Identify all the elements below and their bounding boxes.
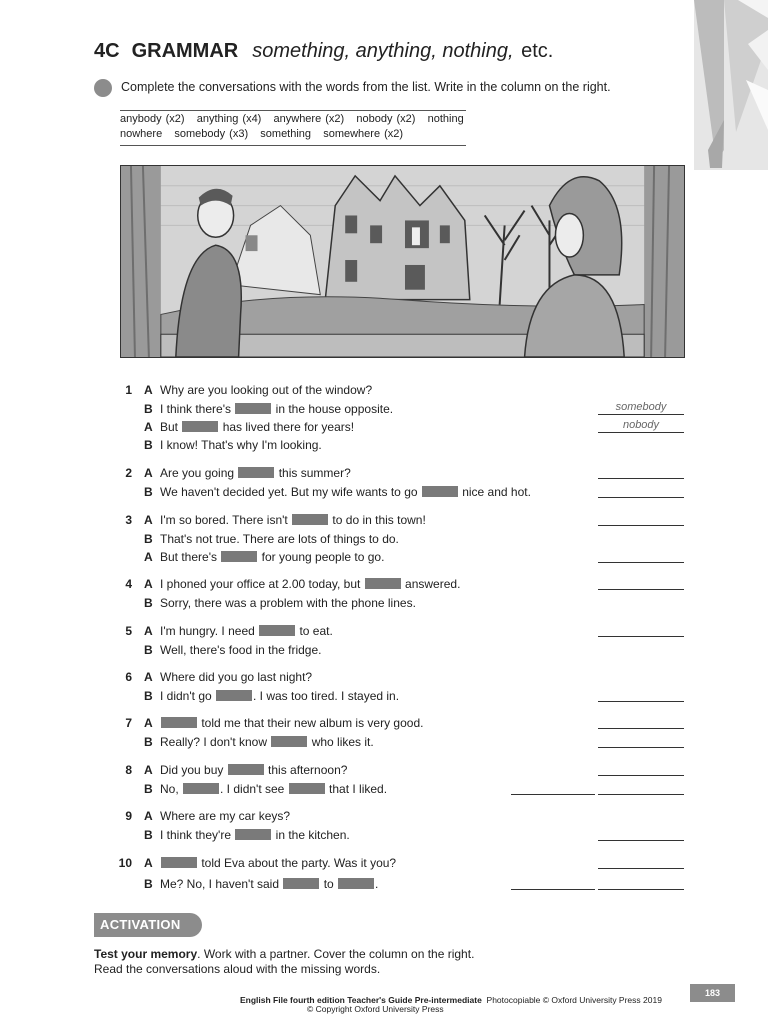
blank-gap: [289, 783, 325, 794]
blank-gap: [161, 717, 197, 728]
dialogue-text: I think they're: [160, 828, 235, 842]
dialogue-text: No,: [160, 782, 183, 796]
exercise-number: 1: [125, 383, 132, 397]
dialogue-line: [160, 689, 399, 703]
dialogue-text: that I liked.: [325, 782, 388, 796]
dialogue-text: I'm hungry. I need: [160, 624, 259, 638]
speaker-label: B: [144, 485, 153, 499]
dialogue-text: in the house opposite.: [272, 402, 394, 416]
dialogue-text: Did you buy: [160, 763, 227, 777]
footer: [240, 995, 662, 1005]
dialogue-text: in the kitchen.: [272, 828, 350, 842]
dialogue-line: [160, 735, 374, 749]
blank-gap: [161, 857, 197, 868]
blank-gap: [235, 403, 271, 414]
dialogue-text: I know! That's why I'm looking.: [160, 438, 322, 452]
dialogue-line: [160, 856, 396, 870]
dialogue-text: . I was too tired. I stayed in.: [253, 689, 400, 703]
dialogue-line: [160, 643, 322, 657]
dialogue-text: who likes it.: [308, 735, 374, 749]
dialogue-text: Where are my car keys?: [160, 809, 291, 823]
speaker-label: A: [144, 809, 153, 823]
cartoon-illustration: [120, 165, 685, 358]
blank-gap: [259, 625, 295, 636]
speaker-label: A: [144, 763, 153, 777]
speaker-label: A: [144, 670, 153, 684]
blank-gap: [216, 690, 252, 701]
dialogue-line: [160, 532, 399, 546]
dialogue-text: Me? No, I haven't said: [160, 877, 283, 891]
dialogue-line: [160, 624, 333, 638]
dialogue-text: Where did you go last night?: [160, 670, 313, 684]
exercise-number: 8: [125, 763, 132, 777]
speaker-label: B: [144, 402, 153, 416]
answer-field[interactable]: [598, 484, 684, 498]
exercise-number: 4: [125, 577, 132, 591]
dialogue-line: [160, 577, 460, 591]
dialogue-text: Sorry, there was a problem with the phone lines.: [160, 596, 416, 610]
dialogue-text: Well, there's food in the fridge.: [160, 643, 322, 657]
answer-field[interactable]: [598, 688, 684, 702]
dialogue-line: [160, 596, 416, 610]
dialogue-text: That's not true. There are lots of things to do.: [160, 532, 399, 546]
answer-field-secondary[interactable]: [511, 876, 595, 890]
exercise-bullet-icon: [94, 79, 112, 97]
blank-gap: [182, 421, 218, 432]
answer-field[interactable]: somebody: [598, 401, 684, 415]
speaker-label: B: [144, 438, 153, 452]
exercise-number: 2: [125, 466, 132, 480]
answer-field[interactable]: [598, 549, 684, 563]
word-list-line-1: anybody (x2) anything (x4) anywhere (x2) nobody (x2) nothing: [120, 113, 464, 125]
answer-field[interactable]: nobody: [598, 419, 684, 433]
dialogue-text: But: [160, 420, 182, 434]
word-list-box: [120, 110, 466, 146]
page-number: 183: [690, 984, 735, 1002]
dialogue-text: Are you going: [160, 466, 238, 480]
speaker-label: B: [144, 643, 153, 657]
answer-field[interactable]: [598, 762, 684, 776]
exercise-number: 7: [125, 716, 132, 730]
dialogue-text: told Eva about the party. Was it you?: [198, 856, 397, 870]
dialogue-text: Really? I don't know: [160, 735, 271, 749]
speaker-label: B: [144, 596, 153, 610]
dialogue-text: . I didn't see: [220, 782, 288, 796]
exercise-number: 9: [125, 809, 132, 823]
word-list-line-2: nowhere somebody (x3) something somewhere (x2): [120, 128, 404, 140]
dialogue-line: [160, 782, 387, 796]
dialogue-text: has lived there for years!: [219, 420, 355, 434]
dialogue-line: [160, 809, 290, 823]
dialogue-line: [160, 466, 351, 480]
speaker-label: A: [144, 577, 153, 591]
activation-line-2: Read the conversations aloud with the missing words.: [94, 962, 381, 976]
dialogue-line: [160, 670, 312, 684]
exercise-number: 5: [125, 624, 132, 638]
blank-gap: [235, 829, 271, 840]
speaker-label: B: [144, 877, 153, 891]
dialogue-line: [160, 828, 350, 842]
speaker-label: A: [144, 550, 153, 564]
dialogue-line: [160, 763, 347, 777]
answer-field[interactable]: [598, 855, 684, 869]
blank-gap: [283, 878, 319, 889]
answer-field[interactable]: [598, 734, 684, 748]
blank-gap: [228, 764, 264, 775]
page-title: [94, 40, 553, 63]
dialogue-text: Why are you looking out of the window?: [160, 383, 373, 397]
dialogue-text: I phoned your office at 2.00 today, but: [160, 577, 364, 591]
dialogue-text: answered.: [401, 577, 461, 591]
activation-bold: Test your memory: [94, 947, 198, 961]
speaker-label: B: [144, 735, 153, 749]
exercise-number: 10: [118, 856, 132, 870]
blank-gap: [183, 783, 219, 794]
section-name: GRAMMAR: [131, 40, 239, 62]
blank-gap: [292, 514, 328, 525]
blank-gap: [221, 551, 257, 562]
dialogue-line: [160, 716, 423, 730]
dialogue-text: this afternoon?: [264, 763, 348, 777]
activation-text: [94, 947, 474, 977]
speaker-label: A: [144, 420, 153, 434]
answer-field[interactable]: [598, 465, 684, 479]
speaker-label: A: [144, 856, 153, 870]
exercise-number: 3: [125, 513, 132, 527]
dialogue-text: We haven't decided yet. But my wife wants to go: [160, 485, 421, 499]
answer-field[interactable]: [598, 781, 684, 795]
footer-book-title: English File fourth edition Teacher's Guide Pre-intermediate: [240, 995, 482, 1005]
grammar-topic: something, anything, nothing,: [252, 40, 514, 62]
dialogue-line: [160, 402, 393, 416]
answer-field[interactable]: [598, 827, 684, 841]
corner-rays-decoration: [688, 0, 768, 170]
answer-field[interactable]: [598, 715, 684, 729]
blank-gap: [271, 736, 307, 747]
dialogue-text: to eat.: [296, 624, 333, 638]
dialogue-text: nice and hot.: [458, 485, 531, 499]
speaker-label: A: [144, 716, 153, 730]
exercise-number: 6: [125, 670, 132, 684]
footer-photocopiable: Photocopiable © Oxford University Press 2019: [486, 995, 662, 1005]
dialogue-line: [160, 420, 354, 434]
dialogue-line: [160, 513, 426, 527]
speaker-label: A: [144, 466, 153, 480]
speaker-label: B: [144, 782, 153, 796]
answer-field[interactable]: [598, 623, 684, 637]
dialogue-text: to: [320, 877, 338, 891]
dialogue-line: [160, 438, 322, 452]
dialogue-line: [160, 383, 372, 397]
dialogue-text: for young people to go.: [258, 550, 385, 564]
blank-gap: [238, 467, 274, 478]
instruction-text: Complete the conversations with the words from the list. Write in the column on the right.: [121, 80, 611, 94]
answer-field[interactable]: [598, 576, 684, 590]
answer-field[interactable]: [598, 512, 684, 526]
dialogue-line: [160, 877, 378, 891]
blank-gap: [422, 486, 458, 497]
dialogue-text: I think there's: [160, 402, 235, 416]
dialogue-text: told me that their new album is very good.: [198, 716, 424, 730]
activation-line-1: . Work with a partner. Cover the column on the right.: [197, 947, 475, 961]
speaker-label: A: [144, 624, 153, 638]
dialogue-line: [160, 485, 531, 499]
blank-gap: [365, 578, 401, 589]
blank-gap: [338, 878, 374, 889]
grammar-topic-etc: etc.: [521, 40, 554, 62]
dialogue-text: .: [375, 877, 379, 891]
speaker-label: B: [144, 828, 153, 842]
dialogue-text: I didn't go: [160, 689, 215, 703]
answer-field-secondary[interactable]: [511, 781, 595, 795]
speaker-label: B: [144, 532, 153, 546]
dialogue-line: [160, 550, 384, 564]
speaker-label: A: [144, 513, 153, 527]
speaker-label: B: [144, 689, 153, 703]
activation-label: ACTIVATION: [94, 913, 202, 937]
dialogue-text: this summer?: [275, 466, 351, 480]
footer-copyright: © Copyright Oxford University Press: [307, 1004, 444, 1014]
dialogue-text: I'm so bored. There isn't: [160, 513, 292, 527]
speaker-label: A: [144, 383, 153, 397]
answer-field[interactable]: [598, 876, 684, 890]
unit-code: 4C: [94, 40, 120, 62]
dialogue-text: But there's: [160, 550, 221, 564]
dialogue-text: to do in this town!: [329, 513, 426, 527]
